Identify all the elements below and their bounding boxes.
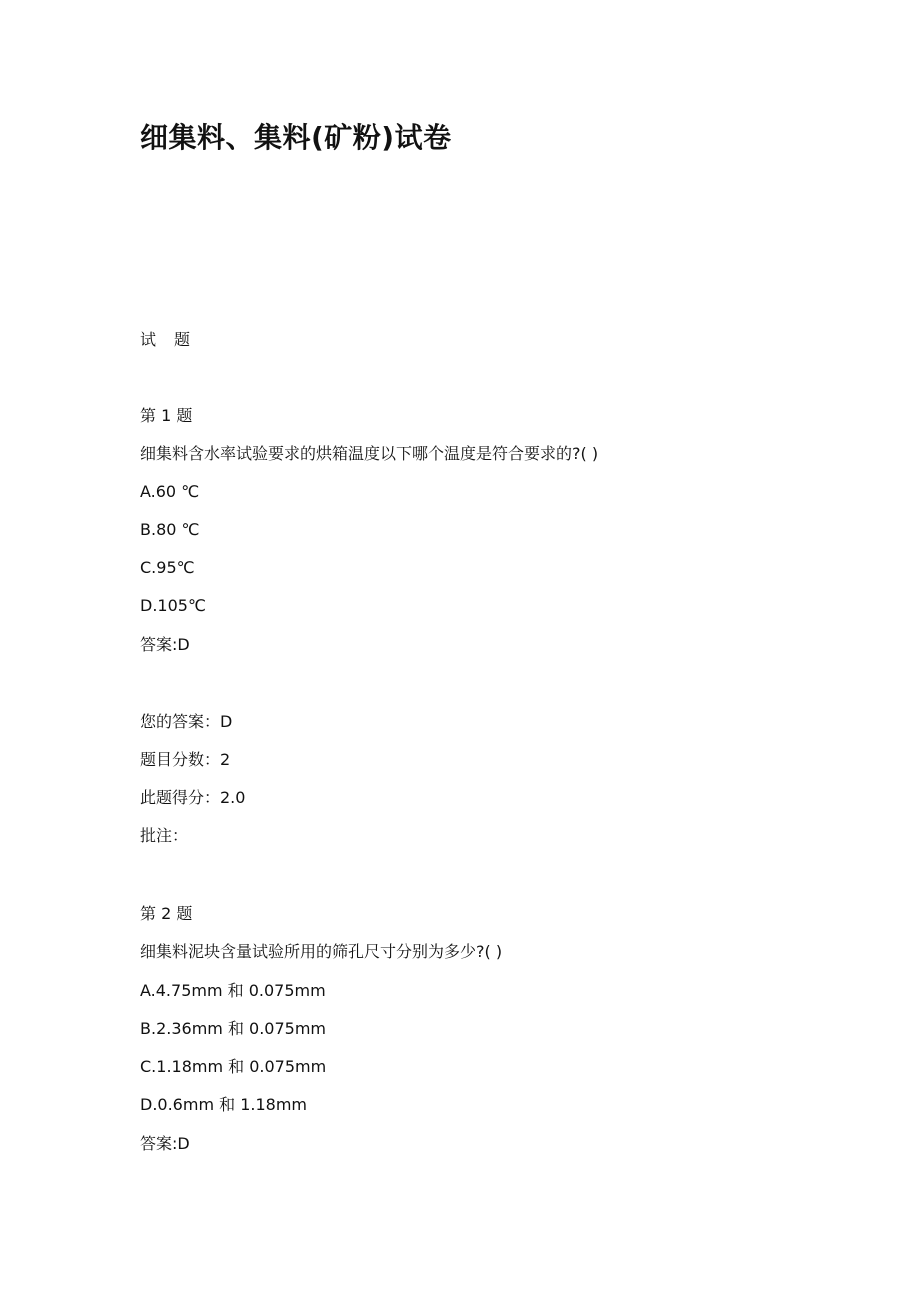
question-score: 题目分数：2 — [140, 750, 231, 769]
option-b: B.80 ℃ — [140, 520, 200, 539]
earned-score: 此题得分：2.0 — [140, 788, 246, 807]
document-title: 细集料、集料(矿粉)试卷 — [140, 121, 452, 154]
question-stem: 细集料泥块含量试验所用的筛孔尺寸分别为多少?( ) — [140, 942, 503, 961]
section-label: 试题 — [140, 330, 209, 349]
question-stem: 细集料含水率试验要求的烘箱温度以下哪个温度是符合要求的?( ) — [140, 444, 599, 463]
question-number: 第 2 题 — [140, 904, 193, 923]
option-c: C.1.18mm 和 0.075mm — [140, 1057, 327, 1076]
question-number: 第 1 题 — [140, 406, 193, 425]
option-a: A.60 ℃ — [140, 482, 200, 501]
option-d: D.0.6mm 和 1.18mm — [140, 1095, 307, 1114]
option-d: D.105℃ — [140, 596, 206, 615]
comment-label: 批注： — [140, 826, 189, 845]
answer: 答案:D — [140, 635, 190, 654]
your-answer: 您的答案：D — [140, 712, 233, 731]
answer: 答案:D — [140, 1134, 190, 1153]
option-b: B.2.36mm 和 0.075mm — [140, 1019, 327, 1038]
option-a: A.4.75mm 和 0.075mm — [140, 981, 326, 1000]
option-c: C.95℃ — [140, 558, 195, 577]
